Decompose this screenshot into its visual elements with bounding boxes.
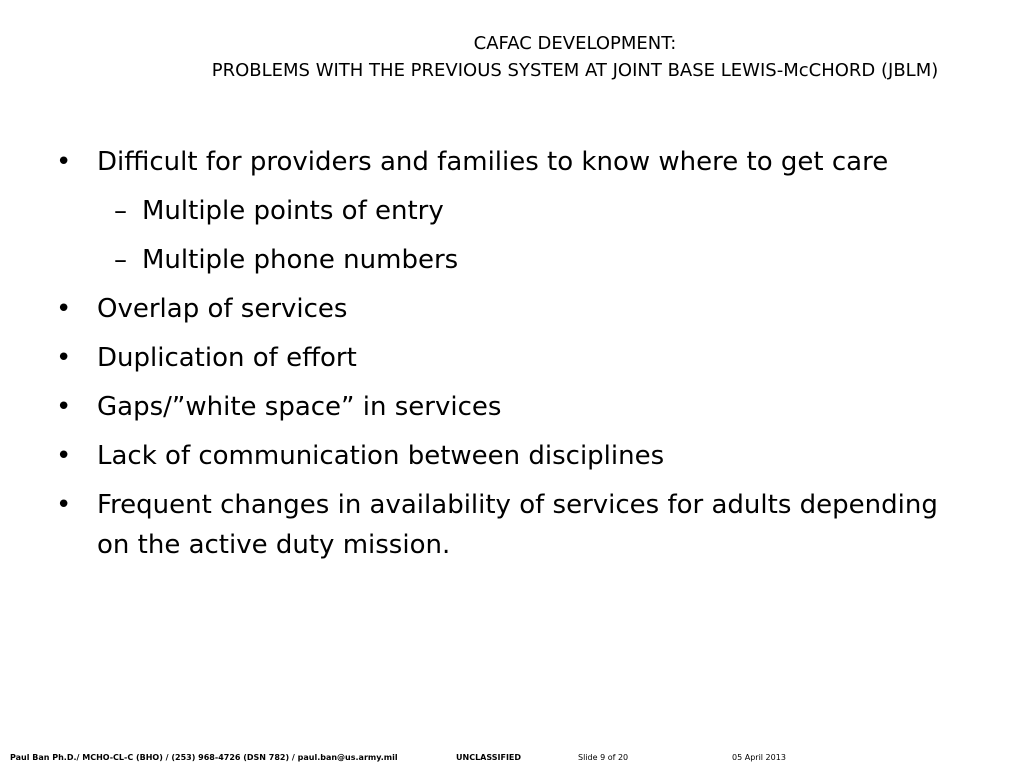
bullet-marker: • bbox=[56, 441, 72, 471]
bullet-item bbox=[56, 289, 976, 329]
bullet-marker: • bbox=[56, 392, 72, 422]
sub-bullet-text: Multiple phone numbers bbox=[142, 245, 459, 275]
bullet-list bbox=[56, 142, 976, 574]
bullet-text: Frequent changes in availability of services for adults depending on the active duty mission. bbox=[97, 490, 938, 560]
slide-title bbox=[0, 30, 1024, 84]
bullet-marker: • bbox=[56, 490, 72, 520]
title-line-1: CAFAC DEVELOPMENT: bbox=[473, 33, 677, 54]
bullet-marker: • bbox=[56, 294, 72, 324]
footer-date: 05 April 2013 bbox=[732, 753, 786, 762]
footer-contact: Paul Ban Ph.D./ MCHO-CL-C (BHO) / (253) 968-4726 (DSN 782) / paul.ban@us.army.mil bbox=[10, 753, 398, 762]
bullet-item bbox=[56, 436, 976, 476]
bullet-item bbox=[56, 338, 976, 378]
bullet-item bbox=[56, 485, 976, 565]
bullet-text: Gaps/”white space” in services bbox=[97, 392, 502, 422]
sub-bullet-item bbox=[56, 240, 976, 280]
bullet-text: Duplication of effort bbox=[97, 343, 357, 373]
bullet-text: Lack of communication between disciplines bbox=[97, 441, 665, 471]
bullet-item bbox=[56, 387, 976, 427]
footer-classification: UNCLASSIFIED bbox=[456, 753, 522, 762]
sub-bullet-item bbox=[56, 191, 976, 231]
bullet-text: Overlap of services bbox=[97, 294, 348, 324]
title-line-2: PROBLEMS WITH THE PREVIOUS SYSTEM AT JOINT BASE LEWIS-McCHORD (JBLM) bbox=[211, 60, 939, 81]
sub-bullet-text: Multiple points of entry bbox=[142, 196, 444, 226]
dash-marker: – bbox=[114, 245, 127, 275]
bullet-text: Difficult for providers and families to know where to get care bbox=[97, 147, 889, 177]
bullet-marker: • bbox=[56, 343, 72, 373]
dash-marker: – bbox=[114, 196, 127, 226]
bullet-marker: • bbox=[56, 147, 72, 177]
bullet-item bbox=[56, 142, 976, 182]
footer-slide-number: Slide 9 of 20 bbox=[578, 753, 629, 762]
